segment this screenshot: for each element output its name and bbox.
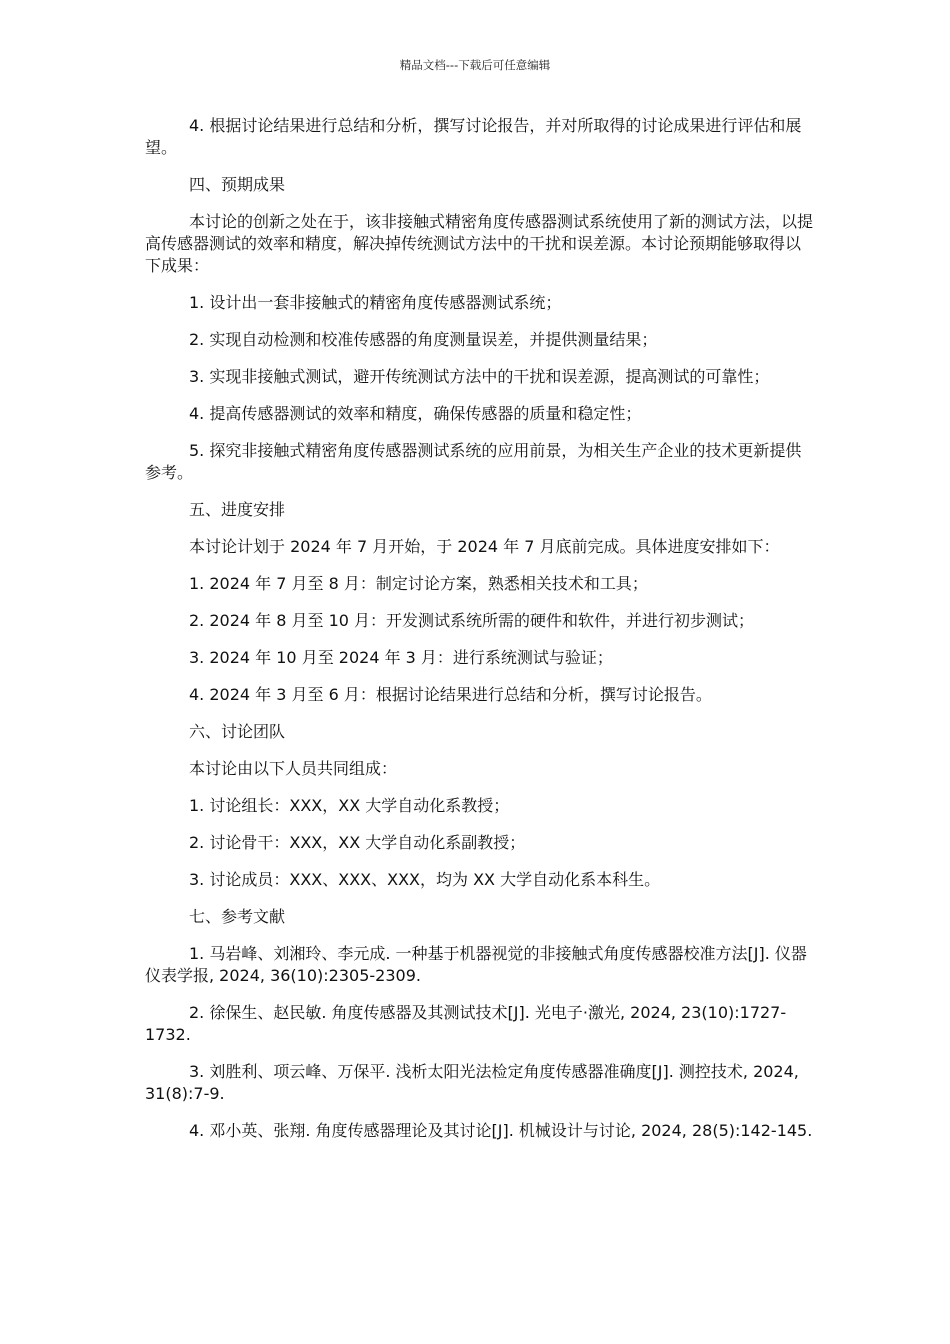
reference-3: 3. 刘胜利、项云峰、万保平. 浅析太阳光法检定角度传感器准确度[J]. 测控技术, 2024, 31(8):7-9. [145, 1062, 799, 1103]
section-heading-expected-results: 四、预期成果 [189, 175, 286, 194]
section-heading-references: 七、参考文献 [189, 907, 286, 926]
reference-4: 4. 邓小英、张翔. 角度传感器理论及其讨论[J]. 机械设计与讨论, 2024, 28(5):142-145. [189, 1121, 813, 1140]
reference-2: 2. 徐保生、赵民敏. 角度传感器及其测试技术[J]. 光电子·激光, 2024, 23(10):1727-1732. [145, 1003, 787, 1044]
team-member-1: 1. 讨论组长：XXX，XX 大学自动化系教授； [189, 796, 510, 815]
schedule-item-1: 1. 2024 年 7 月至 8 月：制定讨论方案，熟悉相关技术和工具； [189, 574, 648, 593]
result-item-2: 2. 实现自动检测和校准传感器的角度测量误差，并提供测量结果； [189, 330, 658, 349]
result-item-4: 4. 提高传感器测试的效率和精度，确保传感器的质量和稳定性； [189, 404, 642, 423]
page-header: 精品文档---下载后可任意编辑 [399, 58, 551, 72]
reference-1: 1. 马岩峰、刘湘玲、李元成. 一种基于机器视觉的非接触式角度传感器校准方法[J]. 仪器仪表学报, 2024, 36(10):2305-2309. [145, 944, 807, 985]
schedule-item-3: 3. 2024 年 10 月至 2024 年 3 月：进行系统测试与验证； [189, 648, 613, 667]
schedule-item-2: 2. 2024 年 8 月至 10 月：开发测试系统所需的硬件和软件，并进行初步测试； [189, 611, 755, 630]
schedule-item-4: 4. 2024 年 3 月至 6 月：根据讨论结果进行总结和分析，撰写讨论报告。 [189, 685, 712, 704]
document-body [145, 115, 813, 1157]
result-item-1: 1. 设计出一套非接触式的精密角度传感器测试系统； [189, 293, 562, 312]
result-item-5: 5. 探究非接触式精密角度传感器测试系统的应用前景，为相关生产企业的技术更新提供参考。 [145, 441, 802, 482]
team-member-2: 2. 讨论骨干：XXX，XX 大学自动化系副教授； [189, 833, 526, 852]
paragraph-step-4: 4. 根据讨论结果进行总结和分析，撰写讨论报告，并对所取得的讨论成果进行评估和展望。 [145, 116, 802, 157]
team-intro: 本讨论由以下人员共同组成： [189, 759, 398, 778]
section-heading-schedule: 五、进度安排 [189, 500, 286, 519]
schedule-intro: 本讨论计划于 2024 年 7 月开始，于 2024 年 7 月底前完成。具体进度安排如下： [189, 537, 780, 556]
team-member-3: 3. 讨论成员：XXX、XXX、XXX，均为 XX 大学自动化系本科生。 [189, 870, 661, 889]
paragraph-innovation: 本讨论的创新之处在于，该非接触式精密角度传感器测试系统使用了新的测试方法，以提高传感器测试的效率和精度，解决掉传统测试方法中的干扰和误差源。本讨论预期能够取得以下成果： [145, 212, 814, 275]
section-heading-team: 六、讨论团队 [189, 722, 286, 741]
result-item-3: 3. 实现非接触式测试，避开传统测试方法中的干扰和误差源，提高测试的可靠性； [189, 367, 770, 386]
